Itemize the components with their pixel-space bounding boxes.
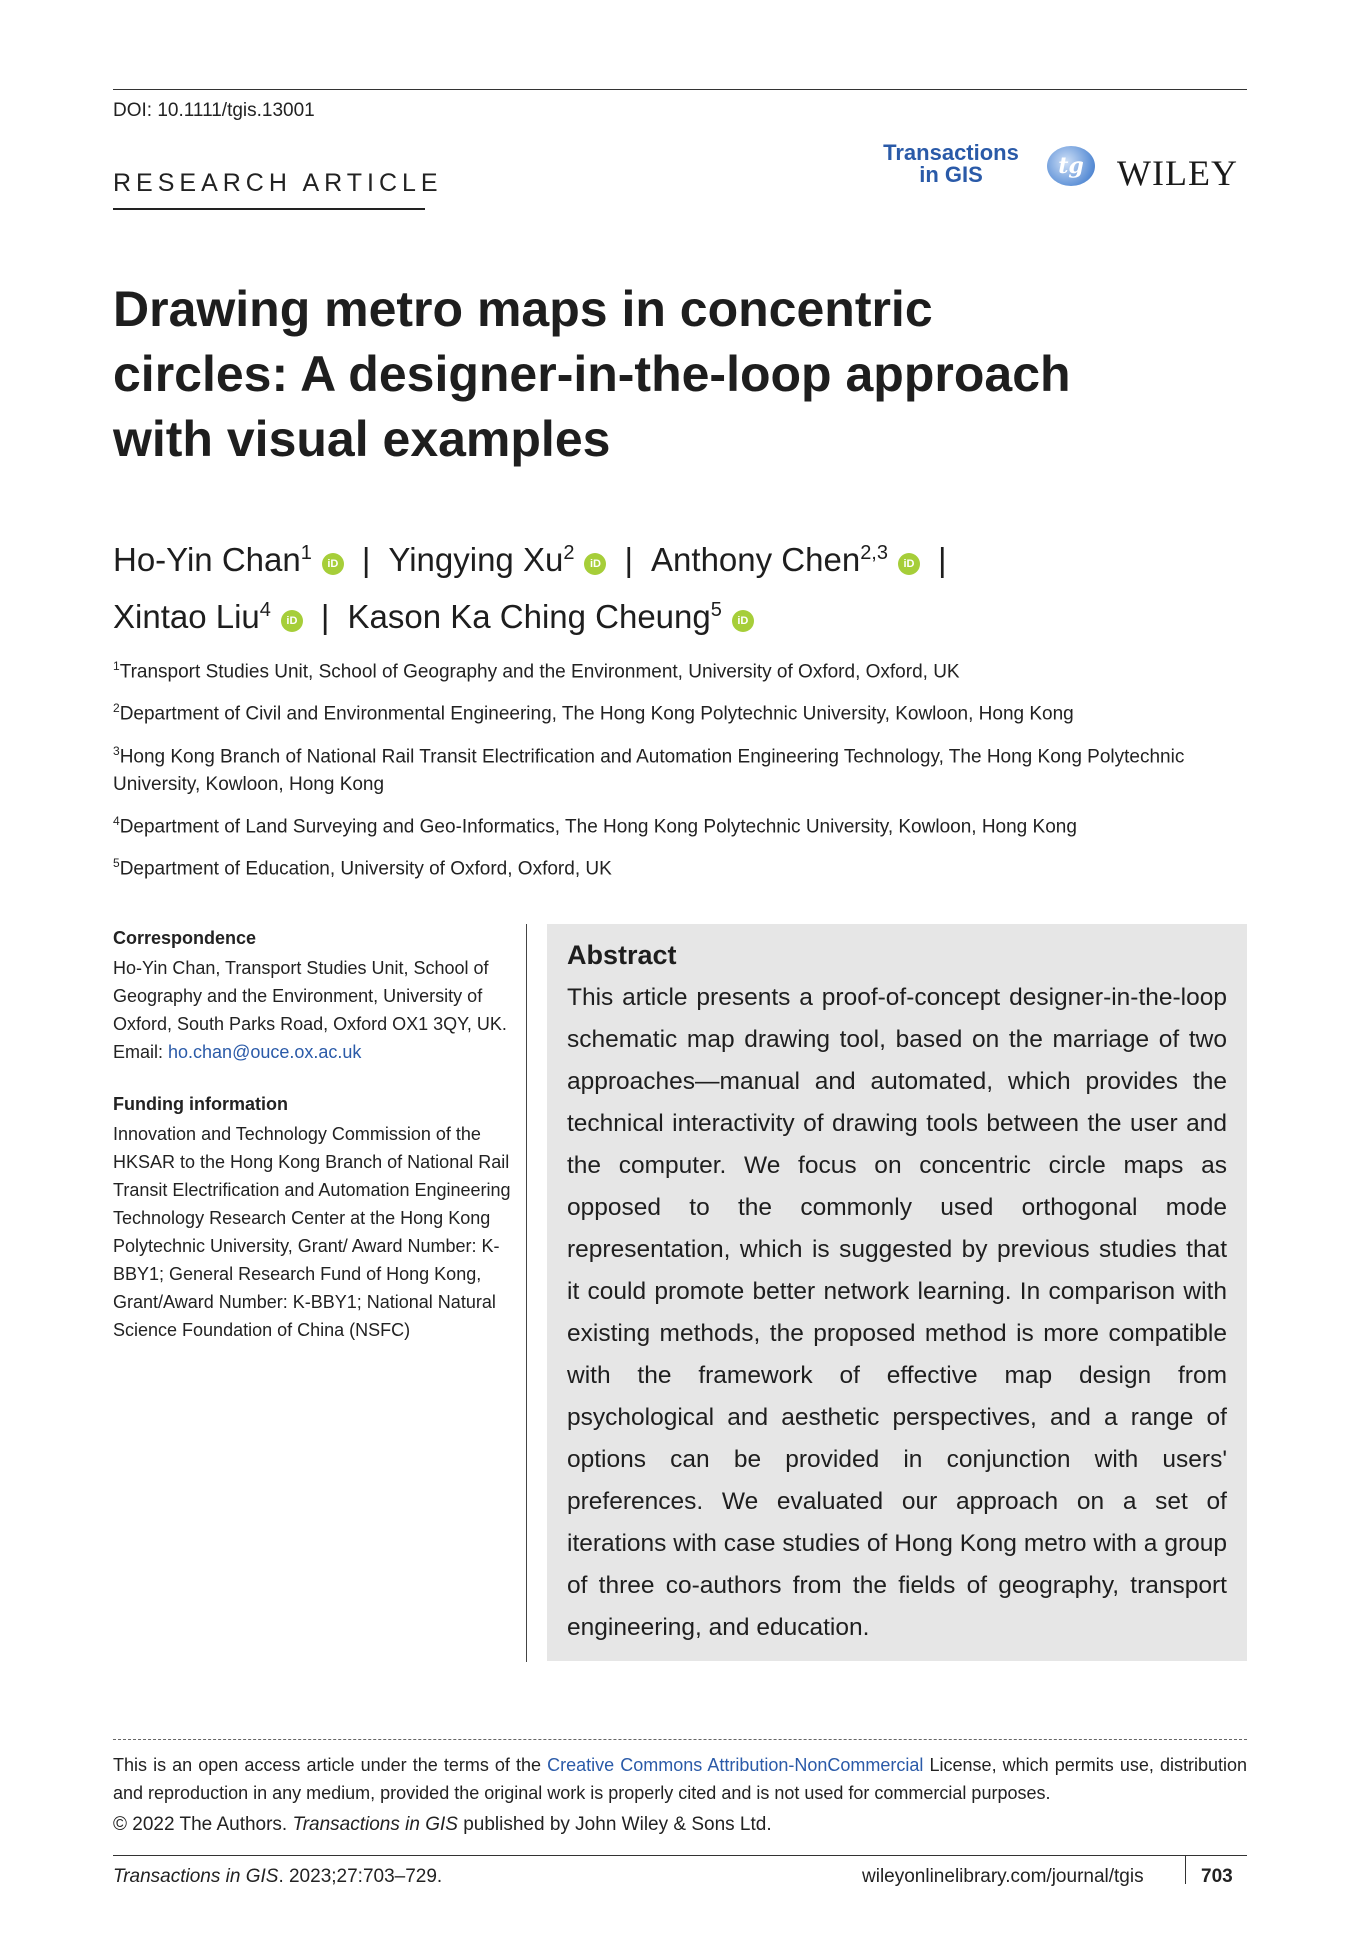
email-link[interactable]: ho.chan@ouce.ox.ac.uk <box>168 1042 362 1062</box>
journal-logo-text: Transactions in GIS <box>883 140 1019 187</box>
correspondence-heading: Correspondence <box>113 928 257 948</box>
license-link[interactable]: Creative Commons Attribution-NonCommercial <box>547 1755 924 1775</box>
column-divider <box>526 924 527 1662</box>
journal-badge-icon: tg <box>1047 146 1095 186</box>
author-name: Xintao Liu$^4$ <box>113 598 271 635</box>
author-list: Ho-Yin Chan$^1$ iD | Yingying Xu$^2$ iD | Anthony Chen$^{2,3}$ iD | Xintao Liu$^4$ iD | Kason Ka Ching Cheung$^5$ iD <box>113 541 947 635</box>
abstract-heading: Abstract <box>567 940 677 970</box>
journal-logo[interactable] <box>863 142 1099 192</box>
abstract-body: This article presents a proof-of-concept designer-in-the-loop schematic map drawing tool, based on the marriage of two approaches—manual and automated, which provides the technical interactivity of drawing tools between the user and the computer. We focus on concentric circle maps as opposed to the commonly used orthogonal mode representation, which is suggested by previous studies that it could promote better network learning. In comparison with existing methods, the proposed method is more compatible with the framework of effective map design from psychological and aesthetic perspectives, and a range of options can be provided in conjunction with users' preferences. We evaluated our approach on a set of iterations with case studies of Hong Kong metro with a group of three co-authors from the fields of geography, transport engineering, and education. <box>567 984 1227 1641</box>
orcid-icon[interactable]: iD <box>732 610 754 632</box>
license-divider <box>113 1739 1247 1740</box>
article-title: Drawing metro maps in concentric circles: A designer-in-the-loop approach with visual examples <box>113 281 1071 467</box>
author-name: Yingying Xu$^2$ <box>388 541 575 578</box>
orcid-icon[interactable]: iD <box>898 553 920 575</box>
affiliation-list <box>113 652 1247 892</box>
footer-citation: Transactions in GIS. 2023;27:703–729. <box>113 1866 443 1887</box>
affiliation: $^5$Department of Education, University of Oxford, Oxford, UK <box>113 856 612 880</box>
affiliation: $^1$Transport Studies Unit, School of Geography and the Environment, University of Oxford, Oxford, UK <box>113 659 960 683</box>
sidebar-info <box>113 924 513 1344</box>
affiliation: $^2$Department of Civil and Environmental Engineering, The Hong Kong Polytechnic University, Kowloon, Hong Kong <box>113 701 1074 725</box>
header-rule <box>113 89 1247 90</box>
funding-heading: Funding information <box>113 1094 288 1114</box>
affiliation: $^3$Hong Kong Branch of National Rail Transit Electrification and Automation Engineering Technology, The Hong Kong Polytechnic University, Kowloon, Hong Kong <box>113 743 1185 795</box>
footer-rule <box>113 1855 1247 1856</box>
correspondence-body: Ho-Yin Chan, Transport Studies Unit, School of Geography and the Environment, University of Oxford, South Parks Road, Oxford OX1 3QY, UK. <box>113 958 507 1034</box>
publisher-logo[interactable]: WILEY <box>1117 153 1238 193</box>
author-name: Ho-Yin Chan$^1$ <box>113 541 312 578</box>
author-name: Kason Ka Ching Cheung$^5$ <box>347 598 722 635</box>
funding-body: Innovation and Technology Commission of the HKSAR to the Hong Kong Branch of National Rail Transit Electrification and Automation Engineering Technology Research Center at the Hong Kong Polytechnic University, Grant/ Award Number: K-BBY1; General Research Fund of Hong Kong, Grant/Award Number: K-BBY1; National Natural Science Foundation of China (NSFC) <box>113 1124 511 1340</box>
abstract-box <box>547 924 1247 1661</box>
copyright-notice: © 2022 The Authors. Transactions in GIS published by John Wiley & Sons Ltd. <box>113 1814 772 1835</box>
article-type: RESEARCH ARTICLE <box>113 169 443 197</box>
orcid-icon[interactable]: iD <box>281 610 303 632</box>
orcid-icon[interactable]: iD <box>584 553 606 575</box>
article-type-underline <box>113 208 425 210</box>
orcid-icon[interactable]: iD <box>322 553 344 575</box>
footer-url[interactable]: wileyonlinelibrary.com/journal/tgis <box>862 1866 1144 1887</box>
author-name: Anthony Chen$^{2,3}$ <box>651 541 888 578</box>
footer-divider <box>1185 1856 1186 1884</box>
doi[interactable]: DOI: 10.1111/tgis.13001 <box>113 100 315 121</box>
affiliation: $^4$Department of Land Surveying and Geo-Informatics, The Hong Kong Polytechnic University, Kowloon, Hong Kong <box>113 813 1077 838</box>
license-notice: This is an open access article under the terms of the Creative Commons Attribution-NonCommercial License, which permits use, distribution and reproduction in any medium, provided the original work is properly cited and is not used for commercial purposes. <box>113 1755 1248 1803</box>
page-number: 703 <box>1201 1866 1233 1887</box>
correspondence-email-row: Email: ho.chan@ouce.ox.ac.uk <box>113 1042 362 1062</box>
